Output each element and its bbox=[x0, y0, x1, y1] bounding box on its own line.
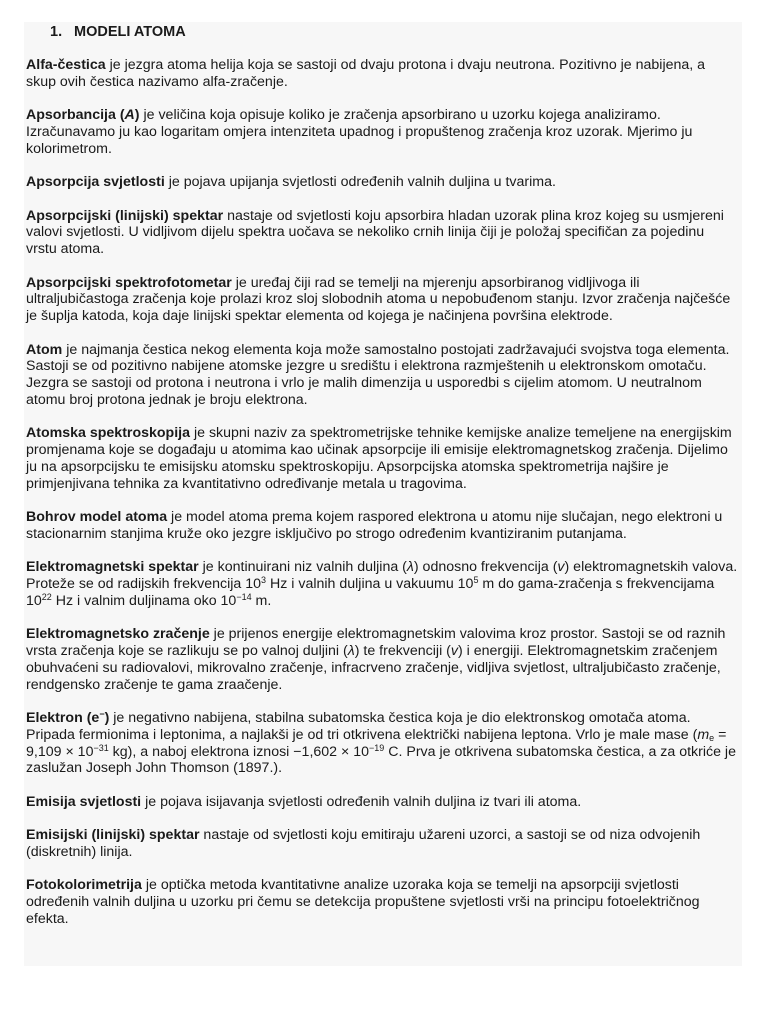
entry-apsorpcija-svjetlosti bbox=[26, 174, 738, 191]
definition: nastaje od svjetlosti koju apsorbira hladan uzorak plina kroz kojeg su usmjereni valovi svjetlosti. U vidljivom dijelu spektra uočava se nekoliko crnih linija čiji je položaj specifičan za pojedinu vrstu atoma. bbox=[26, 207, 724, 258]
entry-alfa-cestica bbox=[26, 57, 738, 91]
definition: je veličina koja opisuje koliko je zračenja apsorbirano u uzorku kojega analiziramo. Izračunavamo ju kao logaritam omjera intenziteta upadnog i propuštenog zračenja kroz uzorak. Mjerimo ju kolorimetrom. bbox=[26, 107, 693, 157]
section-number: 1. bbox=[50, 24, 63, 40]
definition: nastaje od svjetlosti koju emitiraju užareni uzorci, a sastoji se od niza odvojenih (diskretnih) linija. bbox=[26, 827, 701, 861]
definition: je najmanja čestica nekog elementa koja može samostalno postojati zadržavajući svojstva toga elementa. Sastoji se od pozitivno nabijene atomske jezgre u središtu i elektrona razmještenih u elektronskom omotaču. Jezgra se sastoji od protona i neutrona i vrlo je malih dimenzija u usporedbi s cijelim atomom. U neutralnom atomu broj protona jednak je broju elektrona. bbox=[26, 341, 730, 408]
term: Elektromagnetsko zračenje bbox=[26, 626, 210, 643]
document-page bbox=[24, 22, 742, 966]
definition: je kontinuirani niz valnih duljina (λ) odnosno frekvencija (v) elektromagnetskih valova. Proteže se od radijskih frekvencija $10^3$ Hz i valnih duljina u vakuumu $10^5$ m do gama-zračenja s frekvencijama $10^{22}$ Hz i valnim duljinama oko $10^{-14}$ m. bbox=[26, 559, 738, 609]
term: Bohrov model atoma bbox=[26, 509, 168, 526]
entry-bohrov-model bbox=[26, 509, 738, 543]
entry-elektromagnetsko-zracenje bbox=[26, 626, 738, 693]
term: Fotokolorimetrija bbox=[26, 877, 142, 894]
term: Emisija svjetlosti bbox=[26, 793, 142, 810]
section-heading bbox=[50, 24, 738, 41]
entry-elektron bbox=[26, 710, 738, 777]
entry-apsorpcijski-spektrofotometar bbox=[26, 275, 738, 325]
entry-emisijski-spektar bbox=[26, 827, 738, 861]
entry-apsorpcijski-spektar bbox=[26, 208, 738, 258]
entry-elektromagnetski-spektar bbox=[26, 559, 738, 609]
term: Elektromagnetski spektar bbox=[26, 559, 199, 576]
term: Atom bbox=[26, 341, 63, 358]
term: Apsorbancija (A) bbox=[26, 107, 140, 124]
term: Apsorpcijski (linijski) spektar bbox=[26, 207, 224, 224]
entry-apsorbancija bbox=[26, 107, 738, 157]
definition: je model atoma prema kojem raspored elektrona u atomu nije slučajan, nego elektroni u stacionarnim stanjima kruže oko jezgre isključivo po strogo određenim kvantiziranim putanjama. bbox=[26, 509, 723, 542]
definition: je uređaj čiji rad se temelji na mjerenju apsorbiranog vidljivoga ili ultraljubičastoga zračenja koje prolazi kroz sloj slobodnih atoma u nepobuđenom stanju. Izvor zračenja najčešće je šuplja katoda, koja daje linijski spektar elementa od kojega je načinjena površina elektrode. bbox=[26, 274, 731, 325]
term: Elektron (e−) bbox=[26, 709, 110, 727]
term: Atomska spektroskopija bbox=[26, 425, 191, 442]
definition: je pojava isijavanja svjetlosti određenih valnih duljina iz tvari ili atoma. bbox=[141, 793, 582, 810]
definition: je jezgra atoma helija koja se sastoji od dvaju protona i dvaju neutrona. Pozitivno je nabijena, a skup ovih čestica nazivamo alfa-zračenje. bbox=[26, 57, 706, 90]
definition: je pojava upijanja svjetlosti određenih valnih duljina u tvarima. bbox=[164, 174, 556, 191]
term: Emisijski (linijski) spektar bbox=[26, 827, 200, 844]
entry-atom bbox=[26, 342, 738, 409]
term: Alfa-čestica bbox=[26, 57, 106, 73]
entry-emisija-svjetlosti bbox=[26, 794, 738, 811]
entry-atomska-spektroskopija bbox=[26, 425, 738, 492]
entry-fotokolorimetrija bbox=[26, 877, 738, 927]
definition: je negativno nabijena, stabilna subatomska čestica koja je dio elektronskog omotača atoma. Pripada fermionima i leptonima, a najlakši je od tri otkrivena električki nabijena leptona. Vrlo je male mase ($m_e = 9,109 \times 10^{-31}$ kg), a naboj elektrona iznosi $-1,602 \times 10^{-19}$ C. Prva je otkrivena subatomska čestica, a za otkriće je zaslužan Joseph John Thomson (1897.). bbox=[26, 710, 736, 777]
definition: je prijenos energije elektromagnetskim valovima kroz prostor. Sastoji se od raznih vrsta zračenja koje se razlikuju se po valnoj duljini (λ) te frekvenciji (v) i energiji. Elektromagnetskim zračenjem obuhvaćeni su radiovalovi, mikrovalno zračenje, infracrveno zračenje, vidljiva svjetlost, ultraljubičasto zračenje, rendgensko zračenje te gama zraačenje. bbox=[26, 626, 726, 693]
definition: je skupni naziv za spektrometrijske tehnike kemijske analize temeljene na energijskim promjenama koje se događaju u atomima kao učinak apsorpcije ili emisije elektromagnetskog zračenja. Dijelimo ju na apsorpcijsku te emisijsku atomsku spektroskopiju. Apsorpcijska atomska spektrometrija najšire je primjenjivana tehnika za kvantitativno određivanje metala u tragovima. bbox=[26, 425, 732, 492]
term: Apsorpcijski spektrofotometar bbox=[26, 274, 232, 291]
term: Apsorpcija svjetlosti bbox=[26, 174, 165, 191]
section-title: MODELI ATOMA bbox=[74, 24, 186, 40]
definition: je optička metoda kvantitativne analize uzoraka koja se temelji na apsorpciji svjetlosti određenih valnih duljina u uzorku pri čemu se detekcija propuštene svjetlosti vrši na principu fotoelektričnog efekta. bbox=[26, 877, 700, 927]
